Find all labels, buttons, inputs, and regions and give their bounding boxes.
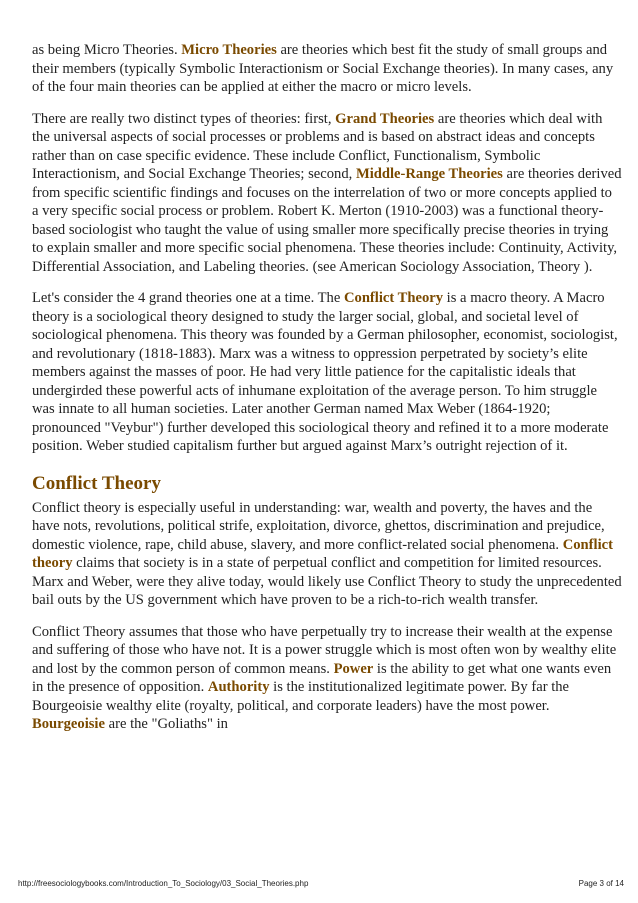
section-heading: Conflict Theory [32, 472, 161, 494]
paragraph-text: are theories derived from specific scientific findings and focuses on the interrelation of two or more concepts applied to a very specific social process or problem. Robert K. Merton (1910-2003) was a functional theory-based sociologist who taught the value of using smaller more specifically precise theories in trying to explain smaller and more specific social phenomena. These theories include: Continuity, Activity, Differential Association, and Labeling theories. (see American Sociology Association, Theory ). [32, 166, 622, 275]
page-content [32, 41, 622, 734]
key-term: Power [333, 660, 374, 677]
paragraph [32, 623, 622, 734]
paragraph [32, 499, 622, 610]
key-term: Middle-Range Theories [355, 166, 503, 182]
paragraph-text: Conflict theory is especially useful in understanding: war, wealth and poverty, the haves and the have nots, revolutions, political strife, exploitation, divorce, ghettos, discrimination and prejudice, domestic violence, rape, child abuse, slavery, and more conflict-related social phenomena. [32, 499, 605, 553]
key-term: Authority [207, 679, 270, 695]
paragraph-text: is the ability to get what one wants even in the presence of opposition. [32, 660, 612, 695]
page-footer [18, 879, 624, 888]
paragraph [32, 289, 622, 456]
paragraph-text: There are really two distinct types of theories: first, [32, 110, 336, 127]
page-number: Page 3 of 14 [578, 879, 624, 888]
paragraph-text: are the "Goliaths" in [104, 716, 228, 732]
paragraph [32, 110, 622, 277]
paragraph-text: Conflict Theory assumes that those who have perpetually try to increase their wealth at the expense and suffering of those who have not. It is a power struggle which is most often won by wealthy elite and lost by the common person of common means. [32, 623, 617, 677]
key-term: Conflict theory [32, 536, 613, 571]
intro-paragraphs [32, 41, 622, 456]
key-term: Conflict Theory [343, 290, 444, 306]
key-term: Bourgeoisie [32, 716, 105, 732]
paragraph-text: is the institutionalized legitimate power. By far the Bourgeoisie wealthy elite (royalty, political, and corporate leaders) have the most power. [32, 679, 570, 714]
paragraph-text: is a macro theory. A Macro theory is a sociological theory designed to study the larger social, global, and societal level of sociological phenomena. This theory was founded by a German philosopher, economist, sociologist, and revolutionary (1818-1883). Marx was a witness to oppression perpetrated by society’s elite members against the masses of poor. He had very little patience for the capitalistic ideals that undergirded these powerful acts of inhumane exploitation of the average person. To him struggle was innate to all human societies. Later another German named Max Weber (1864-1920; pronounced "Veybur") further developed this sociological theory and refined it to a more moderate position. Weber studied capitalism further but argued against Marx’s outright rejection of it. [32, 290, 618, 454]
paragraph-text: Let's consider the 4 grand theories one at a time. The [32, 290, 344, 306]
paragraph [32, 41, 622, 97]
section-paragraphs [32, 499, 622, 734]
paragraph-text: are theories which deal with the universal aspects of social processes or problems and is based on abstract ideas and concepts rather than on case specific evidence. These include Conflict, Functionalism, Symbolic Interactionism, and Social Exchange Theories; second, [32, 110, 603, 182]
key-term: Grand Theories [335, 110, 435, 127]
key-term: Micro Theories [181, 42, 277, 58]
paragraph-text: as being Micro Theories. [32, 42, 182, 58]
paragraph-text: are theories which best fit the study of small groups and their members (typically Symbolic Interactionism or Social Exchange theories). In many cases, any of the four main theories can be applied at either the macro or micro levels. [32, 42, 614, 95]
paragraph-text: claims that society is in a state of perpetual conflict and competition for limited resources. Marx and Weber, were they alive today, would likely use Conflict Theory to study the unprecedented bail outs by the US government which have proven to be a rich-to-rich wealth transfer. [32, 555, 622, 608]
footer-url: http://freesociologybooks.com/Introduction_To_Sociology/03_Social_Theories.php [18, 879, 309, 888]
